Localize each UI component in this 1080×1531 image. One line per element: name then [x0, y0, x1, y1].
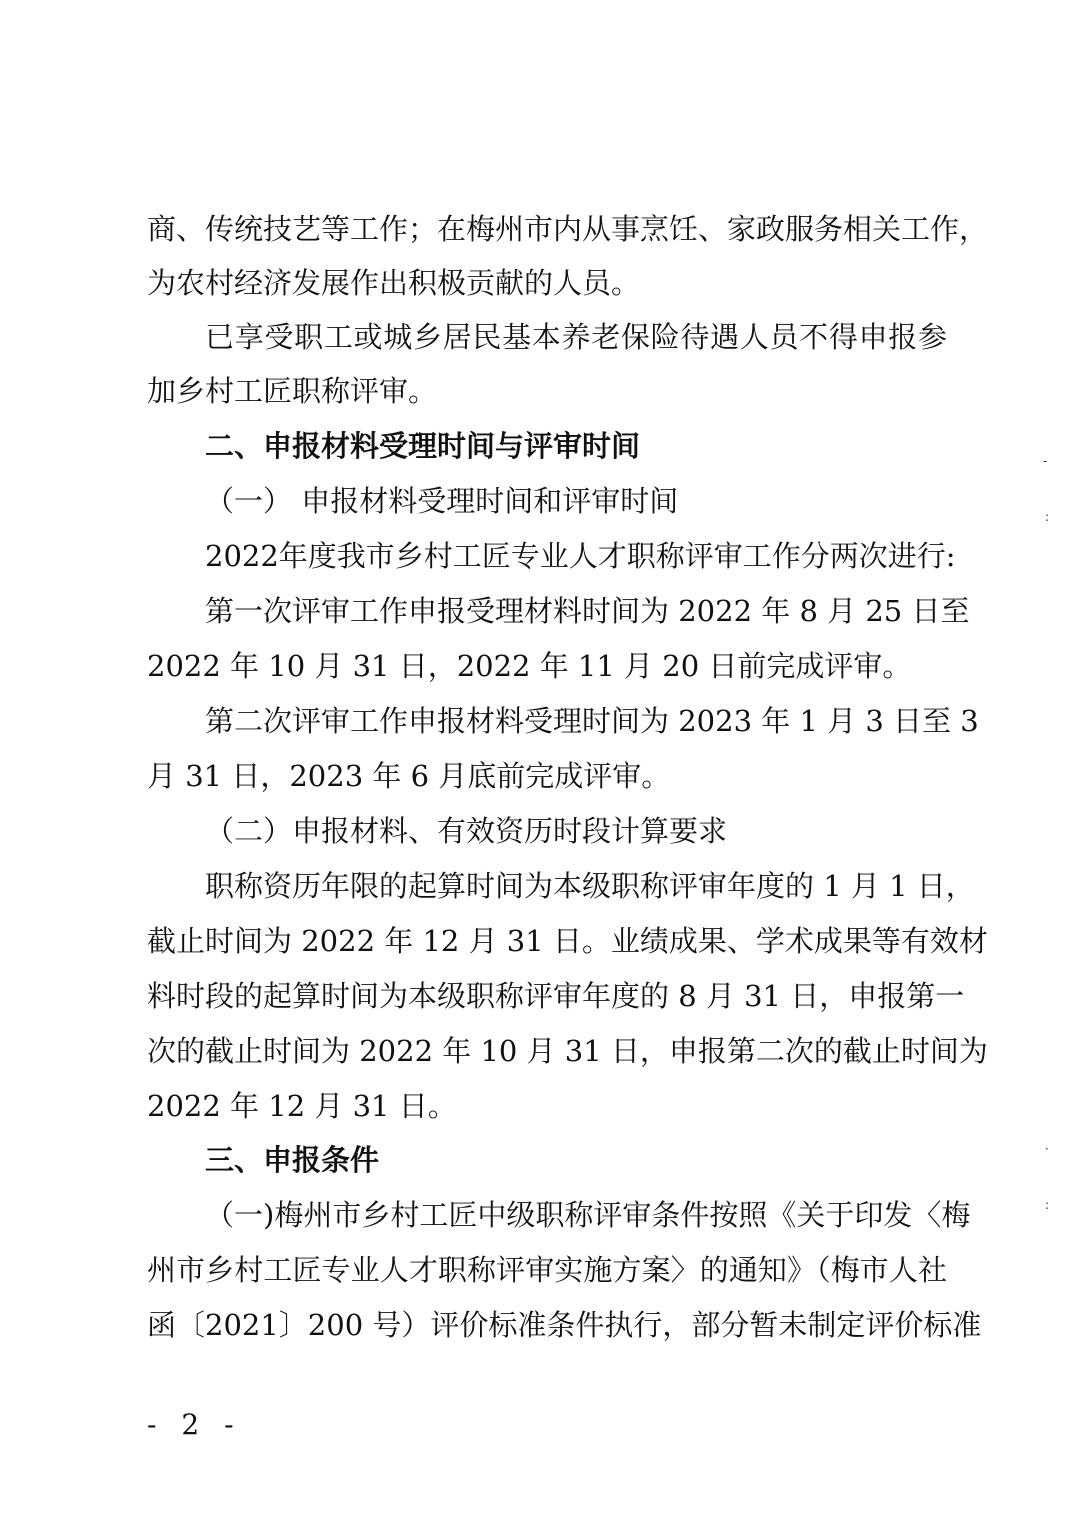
body-line-21: 函〔2021〕200 号）评价标准条件执行，部分暂未制定评价标准	[147, 1308, 982, 1342]
body-line-10: 第二次评审工作申报材料受理时间为 2023 年 1 月 3 日至 3	[205, 704, 979, 738]
body-line-17: 2022 年 12 月 31 日。	[147, 1089, 457, 1123]
body-line-7: 2022年度我市乡村工匠专业人才职称评审工作分两次进行:	[205, 539, 956, 573]
body-line-13: 职称资历年限的起算时间为本级职称评审年度的 1 月 1 日，	[205, 869, 975, 903]
body-line-3: 已享受职工或城乡居民基本养老保险待遇人员不得申报参	[205, 320, 947, 354]
body-line-20: 州市乡村工匠专业人才职称评审实施方案〉的通知》（梅市人社	[147, 1253, 947, 1287]
subsection-heading-2-2: （二）申报材料、有效资历时段计算要求	[205, 814, 728, 848]
page-number: - 2 -	[147, 1408, 242, 1441]
body-line-1: 商、传统技艺等工作；在梅州市内从事烹饪、家政服务相关工作，	[147, 212, 989, 246]
section-heading-3: 三、申报条件	[205, 1143, 380, 1177]
body-line-19: （一)梅州市乡村工匠中级职称评审条件按照《关于印发〈梅	[205, 1198, 971, 1232]
body-line-15: 料时段的起算时间为本级职称评审年度的 8 月 31 日，申报第一	[147, 979, 965, 1013]
body-line-14: 截止时间为 2022 年 12 月 31 日。业绩成果、学术成果等有效材	[147, 924, 988, 958]
body-line-16: 次的截止时间为 2022 年 10 月 31 日，申报第二次的截止时间为	[147, 1034, 988, 1068]
subsection-heading-2-1: （一） 申报材料受理时间和评审时间	[205, 484, 679, 518]
scan-mark: -	[1043, 454, 1048, 468]
scan-mark: :	[1045, 1198, 1050, 1212]
body-line-9: 2022 年 10 月 31 日，2022 年 11 月 20 日前完成评审。	[147, 649, 912, 683]
body-line-4: 加乡村工匠职称评审。	[147, 374, 438, 408]
body-line-8: 第一次评审工作申报受理材料时间为 2022 年 8 月 25 日至	[205, 594, 970, 628]
section-heading-2: 二、申报材料受理时间与评审时间	[205, 429, 641, 463]
scan-mark: ·	[1045, 1142, 1049, 1156]
body-line-11: 月 31 日，2023 年 6 月底前完成评审。	[147, 759, 671, 793]
scan-mark: :	[1045, 510, 1050, 524]
body-line-2: 为农村经济发展作出积极贡献的人员。	[147, 266, 641, 300]
